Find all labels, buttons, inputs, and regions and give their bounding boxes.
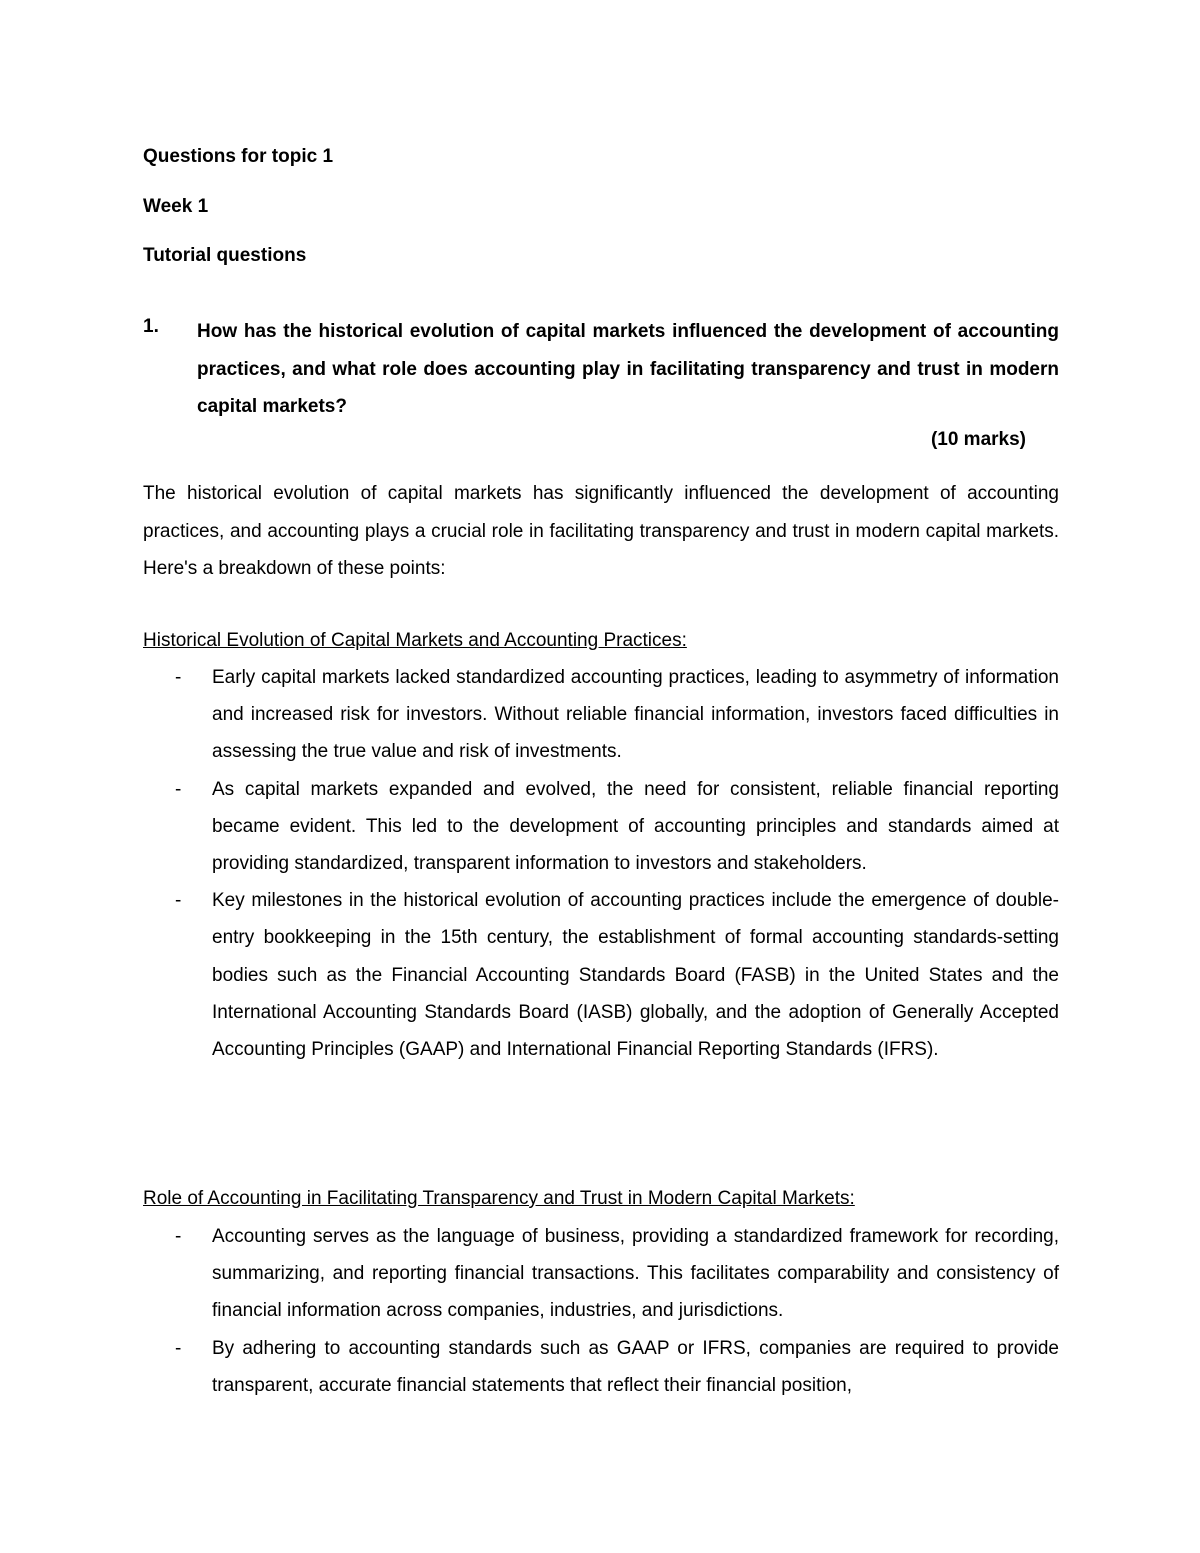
question-text: How has the historical evolution of capital markets influenced the development of accounting practices, and what role does accounting play in facilitating transparency and trust in modern capital markets? — [197, 321, 1059, 417]
question-marks: (10 marks) — [930, 429, 1026, 450]
tutorial-heading: Tutorial questions — [143, 245, 307, 266]
intro-paragraph: The historical evolution of capital markets has significantly influenced the development of accounting practices, and accounting plays a crucial role in facilitating transparency and trust in modern capital markets. Here's a breakdown of these points: — [143, 483, 1059, 579]
bullet-dash: - — [175, 890, 182, 912]
question-number: 1. — [143, 316, 159, 337]
list-item — [143, 771, 1059, 883]
list-item — [143, 882, 1059, 1068]
bullet-text: As capital markets expanded and evolved, the need for consistent, reliable financial reporting became evident. This led to the development of accounting principles and standards aimed at providing standardized, transparent information to investors and stakeholders. — [212, 778, 1059, 875]
list-item — [143, 659, 1059, 771]
week-label: Week 1 — [143, 196, 209, 217]
bullet-dash: - — [175, 1226, 182, 1247]
bullet-dash: - — [175, 1337, 182, 1359]
bullet-text: Key milestones in the historical evolution of accounting practices include the emergence of double-entry bookkeeping in the 15th century, the establishment of formal accounting standards-setting bodies such as the Financial Accounting Standards Board (FASB) in the United States and the International Accounting Standards Board (IASB) globally, and the adoption of Generally Accepted Accounting Principles (GAAP) and International Financial Reporting Standards (IFRS). — [212, 890, 1059, 1061]
document-title: Questions for topic 1 — [143, 146, 334, 167]
section-heading-historical: Historical Evolution of Capital Markets and Accounting Practices: — [143, 630, 687, 651]
bullet-dash: - — [175, 667, 182, 688]
historical-bullet-list — [143, 659, 1059, 1068]
list-item — [143, 1218, 1059, 1330]
bullet-text: By adhering to accounting standards such as GAAP or IFRS, companies are required to provide transparent, accurate financial statements that reflect their financial position, — [212, 1337, 1059, 1396]
section-heading-role: Role of Accounting in Facilitating Transparency and Trust in Modern Capital Markets: — [143, 1188, 855, 1209]
bullet-dash: - — [175, 778, 182, 800]
list-item — [143, 1330, 1059, 1404]
bullet-text: Accounting serves as the language of business, providing a standardized framework for recording, summarizing, and reporting financial transactions. This facilitates comparability and consistency of financial information across companies, industries, and jurisdictions. — [212, 1226, 1059, 1322]
bullet-text: Early capital markets lacked standardized accounting practices, leading to asymmetry of information and increased risk for investors. Without reliable financial information, investors faced difficulties in assessing the true value and risk of investments. — [212, 667, 1059, 763]
role-bullet-list — [143, 1218, 1059, 1404]
